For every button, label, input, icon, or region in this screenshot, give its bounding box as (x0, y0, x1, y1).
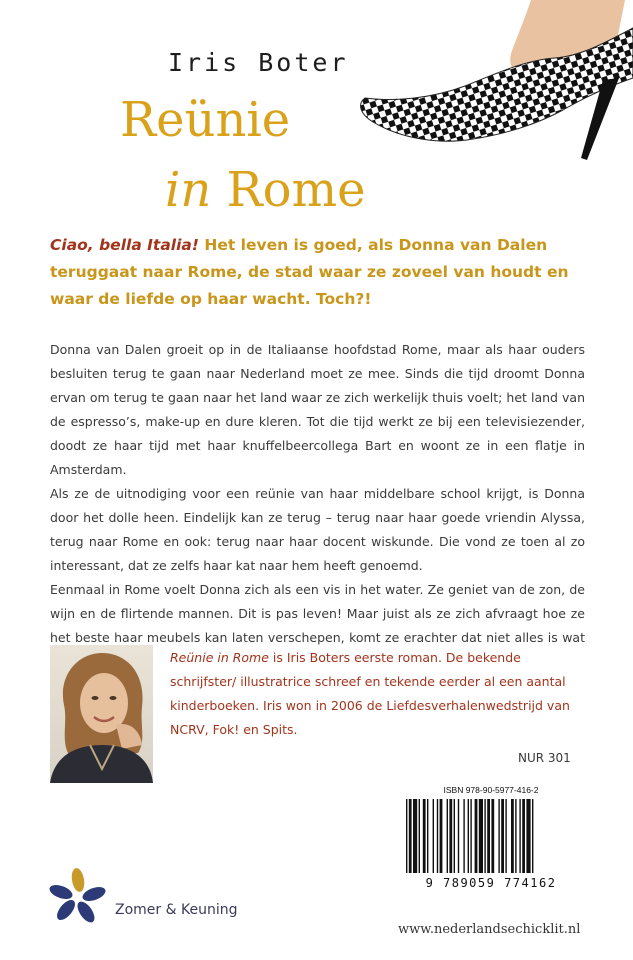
teaser-body: Het leven is goed, als Donna van Dalen teruggaat naar Rome, de stad waar ze zoveel van houdt en waar de liefde op haar wacht. Toch?! (50, 236, 569, 308)
teaser-lead: Ciao, bella Italia! (50, 236, 199, 254)
blurb-paragraph-3: Eenmaal in Rome voelt Donna zich als een vis in het water. Ze geniet van de zon, de wijn en de flirtende mannen. Dit is pas leven! Maar juist als ze zich afvraagt hoe ze het beste haar meubels kan laten verschepen, komt ze erachter dat niet alles is wat (50, 582, 585, 645)
title-in: in (165, 162, 212, 218)
teaser-text (50, 232, 590, 313)
bio-book-title: Reünie in Rome (170, 650, 269, 665)
author-bio (170, 646, 585, 742)
barcode-number: 9 789059 774162 (425, 876, 557, 890)
blurb (50, 338, 585, 674)
author-photo (50, 645, 153, 783)
bio-text: is Iris Boters eerste roman. De bekende schrijfster/ illustratrice schreef en tekende eerder al een aantal kinderboeken. Iris won in 2006 de Liefdesverhalenwedstrijd van NCRV, Fok! en Spits. (170, 650, 570, 737)
checkered-shoe-image (355, 0, 633, 168)
publisher-name: Zomer & Keuning (115, 902, 238, 918)
nur-code: NUR 301 (518, 751, 571, 765)
isbn-barcode (398, 783, 584, 893)
author-name: Iris Boter (168, 48, 349, 77)
barcode-bars (406, 799, 533, 873)
publisher-flower-icon (48, 866, 108, 926)
title-line-1: Reünie (120, 92, 291, 148)
blurb-paragraph-2: Als ze de uitnodiging voor een reünie van haar middelbare school krijgt, is Donna door het dolle heen. Eindelijk kan ze terug – terug naar haar goede vriendin Alyssa, terug naar Rome en ook: terug naar haar docent wiskunde. Die vond ze toen al zo interessant, dat ze zelfs haar kat naar hem heeft genoemd. (50, 486, 585, 573)
title-rome: Rome (226, 162, 366, 218)
blurb-paragraph-1: Donna van Dalen groeit op in de Italiaanse hoofdstad Rome, maar als haar ouders besluiten terug te gaan naar Nederland moet ze mee. Sinds die tijd droomt Donna ervan om terug te gaan naar het land waar ze zich werkelijk thuis voelt; het land van de espresso’s, make-up en dure kleren. Tot die tijd werkt ze bij een televisiezender, doodt ze haar tijd met haar knuffelbeercollega Bart en woont ze in een flatje in Amsterdam. (50, 342, 585, 477)
website-url: www.nederlandsechicklit.nl (398, 922, 581, 937)
isbn-text: ISBN 978-90-5977-416-2 (443, 785, 539, 795)
title-line-2 (165, 162, 366, 218)
